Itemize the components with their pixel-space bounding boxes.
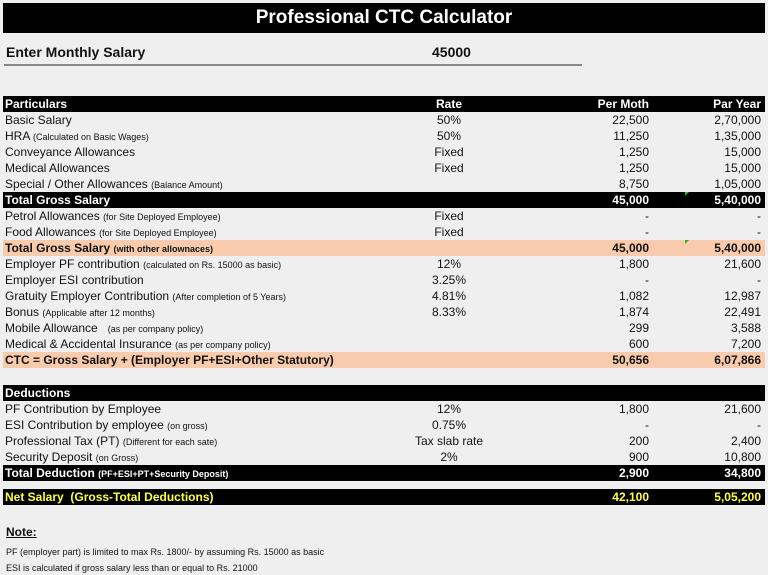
row-note: (PF+ESI+PT+Security Deposit): [98, 469, 229, 479]
row-month: 1,800: [618, 257, 649, 271]
row-note: (on Gross): [95, 453, 139, 463]
cell-comment-marker: [685, 192, 689, 196]
cell-comment-marker: [685, 240, 689, 244]
row-month: 22,500: [612, 113, 649, 127]
row-month: 50,656: [612, 353, 649, 367]
row-label: Total Gross Salary: [5, 193, 111, 207]
row-label-text: Special / Other Allowances: [5, 177, 148, 191]
row-ctc: [3, 352, 765, 368]
row-month: 42,100: [612, 490, 649, 504]
row-rate: Fixed: [434, 225, 464, 239]
row-rate: 12%: [436, 402, 462, 416]
row-year: 15,000: [724, 145, 761, 159]
row-label: [5, 208, 221, 225]
row-month: -: [645, 273, 649, 287]
row-rate: 4.81%: [431, 289, 467, 303]
row-year: 7,200: [730, 337, 761, 351]
row-note: (Different for each sate): [122, 437, 218, 447]
row-label: CTC = Gross Salary + (Employer PF+ESI+Other Statutory): [5, 353, 334, 367]
row-label: [5, 160, 110, 176]
row-month: 1,082: [618, 289, 649, 303]
row-label: [5, 449, 138, 466]
row-label-text: Total Gross Salary: [5, 241, 111, 255]
monthly-salary-label: Enter Monthly Salary: [6, 44, 146, 60]
row-label: [5, 240, 213, 257]
row-year: 10,800: [724, 450, 761, 464]
row-label-text: Employer ESI contribution: [5, 273, 144, 287]
row-month: 299: [628, 321, 649, 335]
row-label-text: PF Contribution by Employee: [5, 402, 162, 416]
deductions-title: Deductions: [5, 386, 71, 400]
row-year: -: [757, 273, 761, 287]
row-note: (Calculated on Basic Wages): [33, 132, 149, 142]
row-label-text: Gratuity Employer Contribution: [5, 289, 170, 303]
row-rate: Fixed: [434, 161, 464, 175]
row-rate: 3.25%: [431, 273, 467, 287]
row-label-text: Conveyance Allowances: [5, 145, 136, 159]
row-year: 21,600: [724, 257, 761, 271]
deductions-table: [3, 385, 765, 505]
row-label-text: Medical Allowances: [5, 161, 110, 175]
row-note: (as per company policy): [175, 340, 271, 350]
notes-title: Note:: [6, 525, 37, 539]
row-year: -: [757, 418, 761, 432]
page-title: Professional CTC Calculator: [3, 3, 765, 33]
row-basic-salary: [3, 112, 765, 128]
header-rate: Rate: [435, 97, 462, 111]
row-note: (for Site Deployed Employee): [103, 212, 221, 222]
row-label-text: Security Deposit: [5, 450, 93, 464]
row-year: -: [757, 225, 761, 239]
row-label-text: ESI Contribution by employee: [5, 418, 164, 432]
row-label: [5, 112, 72, 129]
row-total-deduction: [3, 465, 765, 481]
note-line: PF (employer part) is limited to max Rs. 1800/- by assuming Rs. 15000 as basic: [6, 547, 325, 557]
row-month: 45,000: [612, 193, 649, 207]
row-employee-esi: [3, 417, 765, 433]
row-note: (on gross): [167, 421, 208, 431]
row-month: 1,250: [618, 161, 649, 175]
row-conveyance: [3, 144, 765, 160]
row-year: 34,800: [724, 466, 761, 480]
row-label: [5, 144, 135, 160]
spacer: [3, 481, 765, 489]
notes-section: [6, 525, 766, 575]
row-month: 11,250: [613, 129, 649, 143]
row-petrol: [3, 208, 765, 224]
monthly-salary-row: [0, 40, 768, 64]
row-month: -: [645, 418, 649, 432]
row-note: (After completion of 5 Years): [172, 292, 286, 302]
row-rate: 2%: [440, 450, 458, 464]
header-particulars: Particulars: [5, 97, 68, 111]
row-year: 21,600: [724, 402, 761, 416]
row-food: [3, 224, 765, 240]
row-label-text: Medical & Accidental Insurance: [5, 337, 172, 351]
row-label-text: Food Allowances: [5, 225, 96, 239]
row-rate: 12%: [436, 257, 462, 271]
row-gratuity: [3, 288, 765, 304]
row-rate: Fixed: [434, 145, 464, 159]
row-label-text: Total Deduction: [5, 466, 95, 480]
row-rate: 8.33%: [431, 305, 467, 319]
row-special: [3, 176, 765, 192]
row-month: 2,900: [618, 466, 649, 480]
row-label-text: Bonus: [5, 305, 40, 319]
ctc-table: [3, 96, 765, 368]
row-label: Net Salary (Gross-Total Deductions): [5, 490, 214, 504]
row-month: 1,874: [618, 305, 649, 319]
row-year: 5,05,200: [714, 490, 761, 504]
row-net-salary: [3, 489, 765, 505]
row-year: 5,40,000: [714, 193, 761, 207]
row-rate: 0.75%: [431, 418, 467, 432]
row-year: 12,987: [724, 289, 761, 303]
note-line: ESI is calculated if gross salary less than or equal to Rs. 21000: [6, 563, 258, 573]
row-security-deposit: [3, 449, 765, 465]
row-year: 2,400: [730, 434, 761, 448]
row-year: 1,35,000: [714, 129, 761, 143]
row-label: [5, 256, 281, 273]
row-rate: 50%: [436, 129, 462, 143]
row-label: [5, 336, 271, 353]
row-month: 600: [628, 337, 649, 351]
row-label: [5, 417, 208, 434]
row-bonus: [3, 304, 765, 320]
row-year: 5,40,000: [714, 241, 761, 255]
row-month: -: [645, 225, 649, 239]
row-month: 900: [628, 450, 649, 464]
row-total-gross-other: [3, 240, 765, 256]
row-label-text: Mobile Allowance: [5, 321, 98, 335]
header-per-month: Per Moth: [597, 97, 649, 111]
row-month: 200: [628, 434, 649, 448]
row-month: 1,250: [618, 145, 649, 159]
monthly-salary-input[interactable]: 45000: [432, 44, 471, 60]
row-year: 15,000: [724, 161, 761, 175]
row-label: [5, 224, 217, 241]
row-label-text: HRA: [5, 129, 30, 143]
row-note: (with other allownaces): [113, 244, 214, 254]
row-month: 45,000: [612, 241, 649, 255]
row-label-text: Professional Tax (PT): [5, 434, 120, 448]
table-header: [3, 96, 765, 112]
row-label: [5, 304, 155, 321]
row-label: [5, 288, 286, 305]
row-note: (as per company policy): [107, 324, 204, 334]
row-note: (for Site Deployed Employee): [99, 228, 217, 238]
row-mobile: [3, 320, 765, 336]
row-label: [5, 128, 149, 145]
row-total-gross: [3, 192, 765, 208]
row-rate: Tax slab rate: [414, 434, 484, 448]
row-hra: [3, 128, 765, 144]
row-label: [5, 320, 203, 337]
row-label: [5, 433, 217, 450]
row-note: (calculated on Rs. 15000 as basic): [143, 260, 282, 270]
row-label-text: Employer PF contribution: [5, 257, 140, 271]
row-label: [5, 272, 144, 288]
header-per-year: Par Year: [713, 97, 761, 111]
row-label: [5, 176, 223, 193]
row-note: (Balance Amount): [151, 180, 223, 190]
row-year: 22,491: [724, 305, 761, 319]
row-rate: Fixed: [434, 209, 464, 223]
input-underline: [4, 64, 582, 66]
row-month: 1,800: [618, 402, 649, 416]
row-year: 2,70,000: [714, 113, 761, 127]
row-year: -: [757, 209, 761, 223]
row-label-text: Petrol Allowances: [5, 209, 100, 223]
row-employer-esi: [3, 272, 765, 288]
deductions-header: [3, 385, 765, 401]
row-professional-tax: [3, 433, 765, 449]
row-month: 8,750: [618, 177, 649, 191]
row-year: 6,07,866: [714, 353, 761, 367]
row-year: 3,588: [730, 321, 761, 335]
row-label: [5, 465, 228, 482]
row-employee-pf: [3, 401, 765, 417]
row-year: 1,05,000: [714, 177, 761, 191]
row-insurance: [3, 336, 765, 352]
row-employer-pf: [3, 256, 765, 272]
row-rate: 50%: [436, 113, 462, 127]
row-label: [5, 401, 161, 417]
row-medical: [3, 160, 765, 176]
row-month: -: [645, 209, 649, 223]
row-label-text: Basic Salary: [5, 113, 72, 127]
row-note: (Applicable after 12 months): [42, 308, 155, 318]
